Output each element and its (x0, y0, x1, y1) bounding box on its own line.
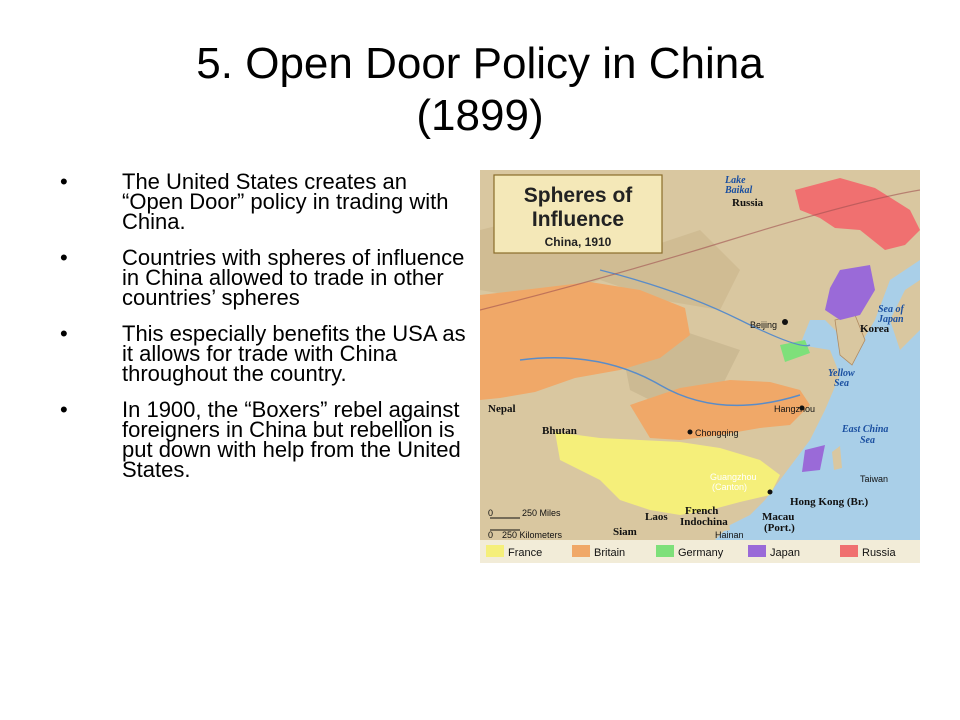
map-title-line1: Spheres of (523, 184, 633, 207)
lake-baikal-label: Baikal (725, 185, 753, 196)
map-subtitle: China, 1910 (544, 235, 612, 249)
sea-of-japan-label: Japan (878, 314, 904, 325)
chongqing-dot (688, 430, 693, 435)
bullet-item (60, 169, 470, 234)
french-indochina-label: French (685, 505, 719, 517)
legend-label-britain: Britain (594, 547, 626, 559)
bullet-dot: • (60, 245, 68, 270)
lake-baikal-label: Lake (725, 175, 746, 186)
bhutan-label: Bhutan (542, 425, 577, 437)
beijing-dot (782, 319, 788, 325)
map-svg (480, 170, 920, 563)
legend-swatch-japan (748, 545, 766, 557)
east-china-sea-label: East China (842, 424, 889, 435)
beijing-label: Beijing (750, 320, 778, 330)
scale-km-label: 250 Kilometers (502, 530, 563, 540)
bullet-item (60, 397, 470, 482)
bullet-list (60, 169, 470, 496)
scale-zero-label: 0 (488, 508, 494, 518)
slide-title-line1: 5. Open Door Policy in China (196, 39, 764, 88)
bullet-item (60, 245, 470, 310)
legend-label-germany: Germany (678, 547, 724, 559)
yellow-sea-label: Sea (834, 378, 849, 389)
siam-label: Siam (613, 526, 637, 538)
legend-swatch-germany (656, 545, 674, 557)
hong-kong-label: Hong Kong (Br.) (790, 496, 869, 508)
legend-label-japan: Japan (770, 547, 800, 559)
yellow-sea-label: Yellow (828, 368, 855, 379)
korea-label: Korea (860, 323, 890, 335)
french-indochina-label: Indochina (680, 516, 728, 528)
east-china-sea-label: Sea (860, 435, 875, 446)
bullet-text: The United States creates an “Open Door” policy in trading with China. (122, 169, 449, 234)
taiwan-label: Taiwan (860, 474, 889, 484)
hong-kong-dot (768, 490, 773, 495)
scale-miles-label: 250 Miles (522, 508, 561, 518)
legend-label-france: France (508, 547, 543, 559)
guangzhou-label: Guangzhou (710, 472, 757, 482)
macau-label: (Port.) (764, 522, 795, 534)
bullet-text: Countries with spheres of influence in China allowed to trade in other countries’ spheres (122, 245, 465, 310)
bullet-text: This especially benefits the USA as it allows for trade with China throughout the country. (122, 321, 466, 386)
sea-of-japan-label: Sea of (878, 304, 904, 315)
chongqing-label: Chongqing (695, 428, 739, 438)
guangzhou-label: (Canton) (712, 482, 748, 492)
slide-title (60, 38, 900, 142)
bullet-dot: • (60, 169, 68, 194)
bullet-dot: • (60, 321, 68, 346)
legend-swatch-france (486, 545, 504, 557)
scale-zero-label: 0 (488, 530, 494, 540)
spheres-of-influence-map (480, 170, 920, 563)
slide-title-line2: (1899) (416, 91, 544, 140)
hainan-label: Hainan (715, 530, 744, 540)
bullet-dot: • (60, 397, 68, 422)
map-title-line2: Influence (531, 208, 625, 231)
legend-label-russia: Russia (862, 547, 896, 559)
legend-swatch-russia (840, 545, 858, 557)
legend-swatch-britain (572, 545, 590, 557)
bullet-text: In 1900, the “Boxers” rebel against foreigners in China but rebellion is put down with help from the United States. (122, 397, 461, 482)
hangzhou-label: Hangzhou (774, 404, 816, 414)
nepal-label: Nepal (488, 403, 516, 415)
laos-label: Laos (645, 511, 668, 523)
russia-label: Russia (732, 197, 764, 209)
bullet-item (60, 321, 470, 386)
macau-label: Macau (762, 511, 795, 523)
